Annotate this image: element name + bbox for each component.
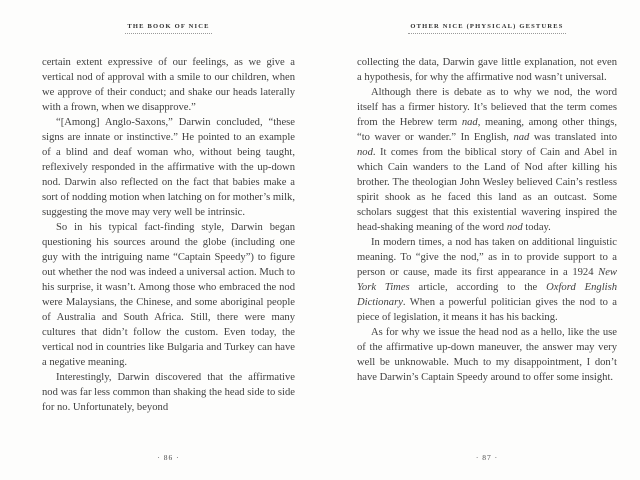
italic-text: nad xyxy=(513,132,530,143)
left-page xyxy=(42,0,295,480)
text-run: As for why we issue the head nod as a hello, like the use of the affirmative up-down maneuver, the answer may very well be unknowable. Much to my disappointment, I don’t have Darwin’s Captain Speedy around to offer some insight. xyxy=(357,327,617,383)
paragraph xyxy=(42,115,295,220)
italic-text: New York Times xyxy=(357,267,617,293)
italic-text: Oxford English Dictionary xyxy=(357,282,617,308)
text-run: . When a powerful politician gives the nod to a piece of legislation, it means it has his backing. xyxy=(357,297,617,323)
paragraph xyxy=(357,325,617,385)
text-run: was translated into xyxy=(529,132,617,143)
right-page-text xyxy=(357,55,617,385)
paragraph xyxy=(42,55,295,115)
paragraph xyxy=(357,55,617,85)
italic-text: nod xyxy=(506,222,523,233)
left-page-text xyxy=(42,55,295,415)
text-run: “[Among] Anglo-Saxons,” Darwin concluded, “these signs are innate or instinctive.” He pointed to an example of a blind and deaf woman who, without being taught, reflexively responded in the affirmative with the up-down nod. Darwin also reflected on the fact that babies make a sort of nodding motion when latching on for mother’s milk, suggesting the move may very well be intrinsic. xyxy=(42,117,295,218)
paragraph xyxy=(357,85,617,235)
paragraph xyxy=(42,370,295,415)
page-number-right: · 87 · xyxy=(475,453,499,462)
running-header-right-text: OTHER NICE (PHYSICAL) GESTURES xyxy=(408,22,565,34)
text-run: certain extent expressive of our feelings, as we give a vertical nod of approval with a smile to our children, when we approve of their conduct; and shake our heads laterally with a frown, when we disapprove.” xyxy=(42,57,295,113)
right-page xyxy=(357,0,617,480)
italic-text: nod xyxy=(357,147,373,158)
text-run: Although there is debate as to why we nod, the word itself has a firmer history. It’s believed that the term comes from the Hebrew term xyxy=(357,87,617,128)
text-run: article, according to the xyxy=(409,282,547,293)
text-run: Interestingly, Darwin discovered that the affirmative nod was far less common than shaking the head side to side for no. Unfortunately, beyond xyxy=(42,372,295,413)
text-run: In modern times, a nod has taken on additional linguistic meaning. To “give the nod,” as in to provide support to a person or cause, made its first appearance in a 1924 xyxy=(357,237,617,278)
page-number-left: · 86 · xyxy=(157,453,180,462)
running-header-left-text: THE BOOK OF NICE xyxy=(125,22,211,34)
running-header-left xyxy=(42,22,295,34)
italic-text: nad xyxy=(461,117,478,128)
text-run: So in his typical fact-finding style, Darwin began questioning his sources around the globe (including one guy with the intriguing name “Captain Speedy”) to figure out whether the nod was indeed a universal action. Much to his surprise, it wasn’t. Among those who embraced the nod were Malaysians, the Chinese, and some aboriginal people of Australia and South Africa. Still, there were many cultures that didn’t follow the custom. Even today, the vertical nod in countries like Bulgaria and Turkey can have a negative meaning. xyxy=(42,222,295,368)
text-run: . It comes from the biblical story of Cain and Abel in which Cain wanders to the Land of Nod after killing his brother. The theologian John Wesley believed Cain’s restless spirit shook as he faced this land as an outcast. Some scholars suggest that this existential wavering inspired the head-shaking meaning of the word xyxy=(357,147,617,233)
text-run: , meaning, among other things, “to waver or wander.” In English, xyxy=(357,117,617,143)
paragraph xyxy=(357,235,617,325)
text-run: today. xyxy=(522,222,551,233)
paragraph xyxy=(42,220,295,370)
text-run: collecting the data, Darwin gave little explanation, not even a hypothesis, for why the affirmative nod wasn’t universal. xyxy=(357,57,617,83)
running-header-right xyxy=(357,22,617,34)
